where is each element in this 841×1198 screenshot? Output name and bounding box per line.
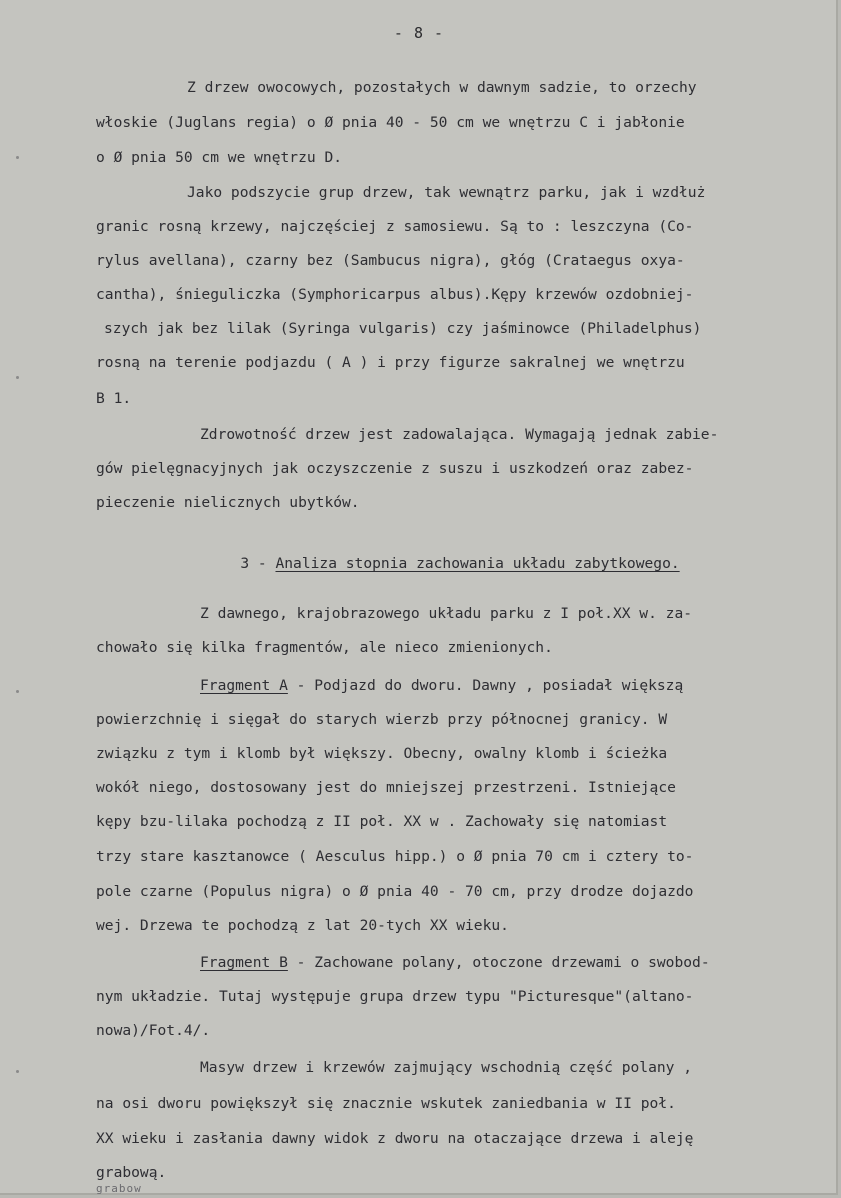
text-line: nym układzie. Tutaj występuje grupa drzew typu "Picturesque"(altano-	[96, 988, 694, 1005]
stamp-text: grabow	[96, 1182, 142, 1195]
text-line: powierzchnię i sięgał do starych wierzb przy północnej granicy. W	[96, 711, 668, 728]
text-line: Zdrowotność drzew jest zadowalająca. Wymagają jednak zabie-	[200, 426, 719, 443]
section-heading	[200, 554, 720, 574]
punch-mark	[16, 376, 19, 379]
punch-mark	[16, 1070, 19, 1073]
text-line: wej. Drzewa te pochodzą z lat 20-tych XX wieku.	[96, 917, 509, 934]
text-line: związku z tym i klomb był większy. Obecny, owalny klomb i ścieżka	[96, 745, 668, 762]
punch-mark	[16, 156, 19, 159]
text-line: granic rosną krzewy, najczęściej z samosiewu. Są to : leszczyna (Co-	[96, 218, 694, 235]
text-line: pole czarne (Populus nigra) o Ø pnia 40 - 70 cm, przy drodze dojazdo	[96, 883, 694, 900]
section-title: Analiza stopnia zachowania układu zabytkowego.	[275, 555, 680, 572]
fragment-a-first-line	[200, 676, 796, 696]
text-line: Z drzew owocowych, pozostałych w dawnym sadzie, to orzechy	[187, 79, 697, 96]
text-span: - Zachowane polany, otoczone drzewami o swobod-	[287, 954, 710, 971]
fragment-b-label: Fragment B	[200, 954, 288, 971]
text-line: grabową.	[96, 1164, 167, 1181]
text-line: rosną na terenie podjazdu ( A ) i przy figurze sakralnej we wnętrzu	[96, 354, 685, 371]
text-line: Jako podszycie grup drzew, tak wewnątrz parku, jak i wzdłuż	[187, 184, 706, 201]
section-number: 3 -	[240, 555, 276, 572]
text-line: chowało się kilka fragmentów, ale nieco zmienionych.	[96, 639, 553, 656]
text-line: rylus avellana), czarny bez (Sambucus nigra), głóg (Crataegus oxya-	[96, 252, 685, 269]
text-line: XX wieku i zasłania dawny widok z dworu na otaczające drzewa i aleję	[96, 1130, 694, 1147]
text-line: nowa)/Fot.4/.	[96, 1022, 211, 1039]
fragment-b-first-line	[200, 953, 796, 973]
text-line: Masyw drzew i krzewów zajmujący wschodnią część polany ,	[200, 1059, 693, 1076]
text-line: szych jak bez lilak (Syringa vulgaris) czy jaśminowce (Philadelphus)	[104, 320, 702, 337]
text-line: B 1.	[96, 390, 132, 407]
text-line: kępy bzu-lilaka pochodzą z II poł. XX w . Zachowały się natomiast	[96, 813, 668, 830]
text-span: - Podjazd do dworu. Dawny , posiadał większą	[287, 677, 684, 694]
text-line: cantha), śnieguliczka (Symphoricarpus albus).Kępy krzewów ozdobniej-	[96, 286, 694, 303]
punch-mark	[16, 690, 19, 693]
text-line: wokół niego, dostosowany jest do mniejszej przestrzeni. Istniejące	[96, 779, 676, 796]
page-number: - 8 -	[393, 24, 445, 42]
text-line: trzy stare kasztanowce ( Aesculus hipp.) o Ø pnia 70 cm i cztery to-	[96, 848, 694, 865]
text-line: na osi dworu powiększył się znacznie wskutek zaniedbania w II poł.	[96, 1095, 676, 1112]
text-line: pieczenie nielicznych ubytków.	[96, 494, 360, 511]
text-line: włoskie (Juglans regia) o Ø pnia 40 - 50 cm we wnętrzu C i jabłonie	[96, 114, 685, 131]
text-line: o Ø pnia 50 cm we wnętrzu D.	[96, 149, 343, 166]
text-line: Z dawnego, krajobrazowego układu parku z I poł.XX w. za-	[200, 605, 693, 622]
fragment-a-label: Fragment A	[200, 677, 288, 694]
text-line: gów pielęgnacyjnych jak oczyszczenie z suszu i uszkodzeń oraz zabez-	[96, 460, 694, 477]
